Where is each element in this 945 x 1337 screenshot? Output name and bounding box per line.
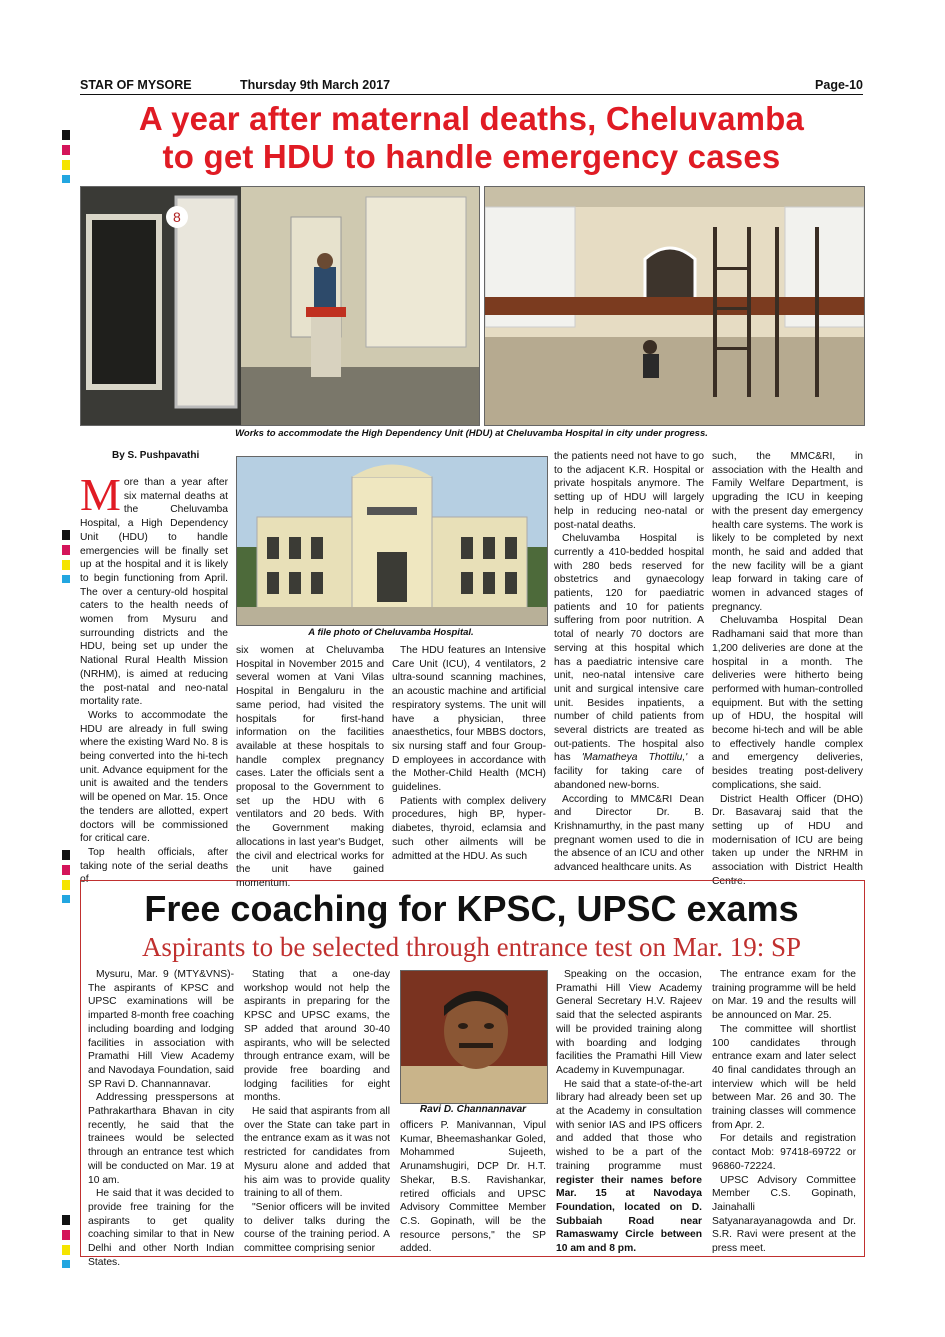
paper-name: STAR OF MYSORE — [80, 78, 192, 92]
story1-paragraph: ore than a year after six maternal deaths at the Cheluvamba Hospital, a High Dependency Unit (HDU) to handle emergencies will be finally set up at the hospital and it is likely to begin functioning from April. The over a century-old hospital caters to the health needs of women from Mysuru and surrounding districts and the HDU, being set up under the National Rural Health Mission (NRHM), is aimed at reducing the post-natal and neo-natal mortality rate. — [80, 477, 228, 708]
story2-paragraph: He said that it was decided to provide free training for the aspirants to get quality coaching similar to that in New Delhi and other North Indian States. — [88, 1188, 234, 1268]
page-header — [80, 78, 863, 94]
story2-column-4 — [556, 968, 702, 1256]
sp-portrait — [400, 970, 548, 1104]
story1-paragraph: Top health officials, after taking note of the serial deaths of — [80, 846, 228, 886]
story2-paragraph: He said that a state-of-the-art library had already been set up at the Academy in consultation with senior IAS and IPS officers and added that those who wished to be a part of the training programme must — [556, 1078, 702, 1172]
story1-paragraph: such, the MMC&RI, in association with the Health and Family Welfare Department, is upgrading the ICU in keeping with the present day emergency health care systems. The work is likely to be completed by next month, he said and added that the new facility will be a giant leap forward in taking care of women in advanced stages of pregnancy. — [712, 451, 863, 613]
portrait-caption: Ravi D. Channannavar — [419, 1104, 527, 1115]
issue-date: Thursday 9th March 2017 — [240, 78, 391, 92]
top-photo-caption: Works to accommodate the High Dependency Unit (HDU) at Cheluvamba Hospital in city under progress. — [235, 428, 708, 439]
story2-paragraph: The committee will shortlist 100 candidates through entrance exam and later select 40 final candidates through an interview which will be held between Mar. 26 and 30. The training classes will commence from Apr. 2. — [712, 1023, 856, 1131]
story1-paragraph-end: a facility for taking care of abandoned new-borns. — [554, 752, 704, 791]
story1-paragraph: Cheluvamba Hospital is currently a 410-bedded hospital with 280 beds reserved for obstetrics and gynaecology patients, 120 for paediatric patients and 10 for patients suffering from poor nutrition. A total of nearly 70 doctors are serving at this hospital which has a paediatric intensive care unit, neo-natal intensive care unit and surgical intensive care unit. Besides inpatients, a number of child patients from several districts are treated as out-patients. The hospital also has — [554, 533, 704, 764]
story1-column-3 — [392, 644, 546, 863]
ward-photo-right — [484, 186, 865, 426]
story1-column-4 — [554, 450, 704, 875]
registration-details: register their names before Mar. 15 at Navodaya Foundation, located on D. Subbaiah Road near Ramaswamy Circle between 10 am and 8 pm. — [556, 1174, 702, 1255]
story2-paragraph: "Senior officers will be invited to deliver talks during the course of the training period. A committee comprising senior — [244, 1201, 390, 1255]
story1-column-1 — [80, 469, 228, 887]
hall-renovation-image — [485, 187, 864, 425]
header-rule — [80, 94, 863, 95]
drop-cap: M — [80, 469, 121, 520]
story2-paragraph: Addressing presspersons at Pathrakarthara Bhavan in city recently, he said that the trainees would be selected through an entrance test which will be conducted on Mar. 19 at 10 am. — [88, 1092, 234, 1186]
story1-paragraph: six women at Cheluvamba Hospital in November 2015 and several women at Vani Vilas Hospital in Bengaluru in the same period, had visited the hospitals for first-hand information on the facilities available at these hospitals to handle complex pregnancy cases. Later the officials sent a proposal to the Government to set up the HDU with 6 ventilators and 20 beds. With the Government making allocations in last year's Budget, the civil and electrical works for the unit have gained momentum. — [236, 645, 384, 889]
story1-paragraph: Works to accommodate the HDU are already in full swing where the existing Ward No. 8 is being converted into the hi-tech unit. Advance equipment for the unit is awaited and the tenders will be opened on Mar. 15. Once the tenders are allotted, expert doctors will be commissioned for critical care. — [80, 709, 228, 845]
headline-line-1: A year after maternal deaths, Cheluvamba — [138, 100, 805, 137]
inset-photo — [236, 456, 548, 626]
byline: By S. Pushpavathi — [112, 450, 200, 461]
svg-text:8: 8 — [173, 209, 181, 225]
story2-paragraph: UPSC Advisory Committee Member C.S. Gopinath, Jainahalli Satyanarayanagowda and Dr. S.R. Ravi were present at the press meet. — [712, 1174, 856, 1255]
hospital-building-image — [237, 457, 547, 625]
story1-column-2 — [236, 644, 384, 891]
story2-paragraph: Stating that a one-day workshop would not help the aspirants in preparing for the KPSC and UPSC exams, the SP added that around 30-40 aspirants, who will be selected through entrance exam, will be provide free boarding and lodging facilities for eight months. — [244, 969, 390, 1104]
story2-column-5 — [712, 968, 856, 1256]
ward-photo-left — [80, 186, 480, 426]
story2-column-3 — [400, 1119, 546, 1256]
story1-paragraph: The HDU features an Intensive Care Unit (ICU), 4 ventilators, 2 ultra-sound scanning machines, an acoustic machine and artificial respiratory systems. The unit will have a physician, three anaesthetics, four MBBS doctors, six nursing staff and four Group-D employees in accordance with the Mother-Child Health (MCH) guidelines. — [392, 645, 546, 794]
story2-headline: Free coaching for KPSC, UPSC exams — [144, 888, 799, 929]
story1-column-5 — [712, 450, 863, 889]
story2-paragraph: The entrance exam for the training programme will be held on Mar. 19 and the results will be announced on Mar. 25. — [712, 969, 856, 1022]
story1-paragraph: the patients need not have to go to the adjacent K.R. Hospital or private hospitals anymore. The setting up of HDU will largely help in reducing neo-natal or post-natal deaths. — [554, 451, 704, 531]
story2-paragraph: For details and registration contact Mob: 97418-69722 or 96860-72224. — [712, 1133, 856, 1172]
story1-paragraph: According to MMC&RI Dean and Director Dr. B. Krishnamurthy, in the past many pregnant women used to die in the absence of an ICU and other advanced healthcare units. As — [554, 793, 704, 874]
story2-paragraph: He said that aspirants from all over the State can take part in the entrance exam as it was not restricted for candidates from Mysuru alone and added that his aim was to provide quality training to all of them. — [244, 1106, 390, 1200]
story1-paragraph: Patients with complex delivery procedures, high BP, hyper-diabetes, thyroid, eclamsia and such other ailments will be admitted at the HDU. As such — [392, 795, 546, 862]
story2-subhead: Aspirants to be selected through entrance test on Mar. 19: SP — [141, 932, 802, 962]
page-number: Page-10 — [815, 78, 863, 92]
story1-headline — [80, 100, 863, 176]
story2-paragraph: Speaking on the occasion, Pramathi Hill View Academy General Secretary H.V. Rajeev said that the selected aspirants will be provided training along with boarding and lodging facilities the Pramathi Hill View Academy in Kuvempunagar. — [556, 969, 702, 1076]
story2-column-2 — [244, 968, 390, 1256]
ward-renovation-image — [81, 187, 479, 425]
story2-paragraph: Mysuru, Mar. 9 (MTY&VNS)- The aspirants of KPSC and UPSC examinations will be imparted 8-month free coaching including boarding and lodging facilities in association with Pramathi Hill View Academy and Navodaya Foundation, said SP Ravi D. Channannavar. — [88, 969, 234, 1090]
story2-paragraph: officers P. Manivannan, Vipul Kumar, Bheemashankar Goled, Mohammed Sujeeth, Arunamshugiri, DCP Dr. H.T. Shekar, B.S. Ravishankar, retired officials and UPSC Advisory Committee Member C.S. Gopinath, will be the resource persons," the SP added. — [400, 1120, 546, 1255]
story2-column-1 — [88, 968, 234, 1269]
story1-paragraph: District Health Officer (DHO) Dr. Basavaraj said that the setting up of HDU and modernisation of ICU are being taken up under the NRHM in association with District Health Centre. — [712, 793, 863, 887]
story1-paragraph: Cheluvamba Hospital Dean Radhamani said that more than 1,200 deliveries are done at the hospital in a month. The deliveries were hitherto being performed with human-controlled equipment. But with the setting up of HDU, the hospital will become hi-tech and will be able to effectively handle complex and emergency deliveries, besides treating post-delivery complications, she said. — [712, 615, 863, 791]
facility-name: 'Mamatheya Thottilu,' — [581, 752, 688, 764]
inset-photo-caption: A file photo of Cheluvamba Hospital. — [308, 627, 474, 638]
portrait-image — [401, 971, 547, 1103]
headline-line-2: to get HDU to handle emergency cases — [162, 138, 781, 175]
